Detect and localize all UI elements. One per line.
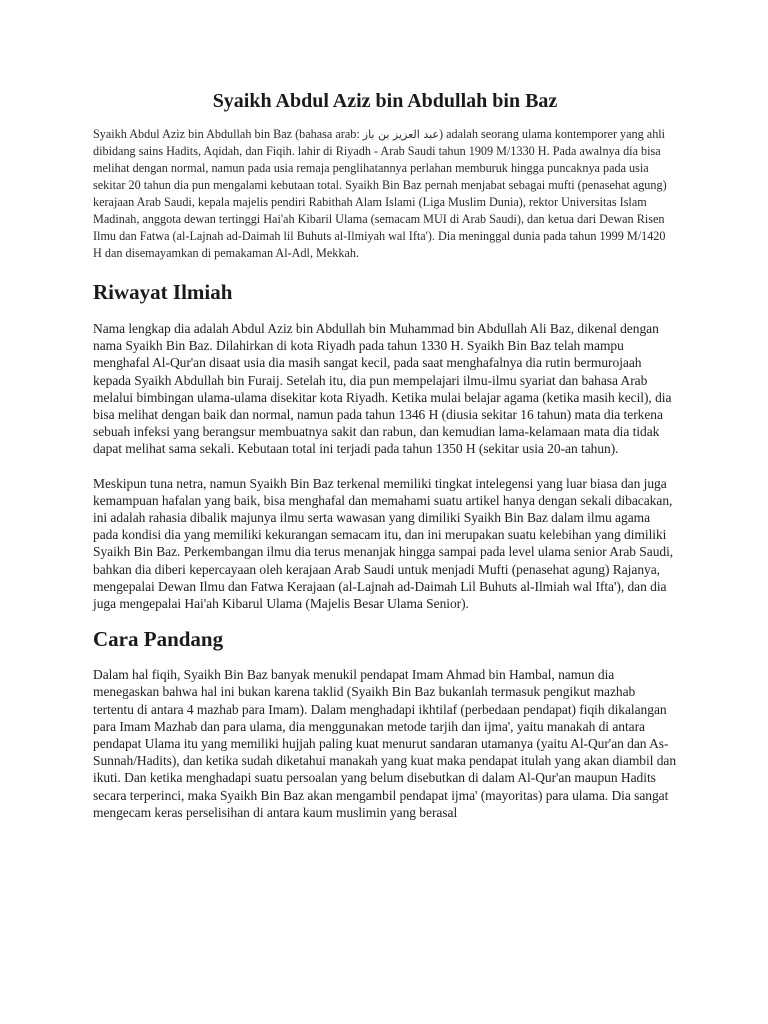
document-page: [93, 88, 677, 821]
section-heading-cara-pandang: Cara Pandang: [93, 627, 224, 652]
intro-text-before-arabic: Syaikh Abdul Aziz bin Abdullah bin Baz (bahasa arab:: [93, 127, 363, 141]
riwayat-paragraph-2: Meskipun tuna netra, namun Syaikh Bin Baz terkenal memiliki tingkat intelegensi yang luar biasa dan juga kemampuan hafalan yang baik, bisa menghafal dan memahami suatu artikel hanya dengan sekali dibacakan, ini adalah rahasia dibalik majunya ilmu serta wawasan yang dimiliki Syaikh Bin Baz dalam ilmu agama pada kondisi dia yang memiliki kekurangan semacam itu, dan ini merupakan suatu kelebihan yang dimiliki Syaikh Bin Baz. Perkembangan ilmu dia terus menanjak hingga sampai pada level ulama senior Arab Saudi, bahkan dia diberi kepercayaan oleh kerajaan Arab Saudi untuk menjadi Mufti (penasehat agung) Rajanya, mengepalai Dewan Ilmu dan Fatwa Kerajaan (al-Lajnah ad-Daimah Lil Buhuts al-Ilmiah wal Ifta'), dan dia juga mengepalai Hai'ah Kibarul Ulama (Majelis Besar Ulama Senior).: [93, 475, 674, 612]
arabic-name: عبد العزيز بن باز: [362, 128, 439, 141]
intro-text-after-arabic: ) adalah seorang ulama kontemporer yang ahli dibidang sains Hadits, Aqidah, dan Fiqih. lahir di Riyadh - Arab Saudi tahun 1909 M/1330 H. Pada awalnya dia bisa melihat dengan normal, namun pada usia remaja penglihatannya perlahan memburuk hingga puncaknya pada usia sekitar 20 tahun dia pun mengalami kebutaan total. Syaikh Bin Baz pernah menjabat sebagai mufti (penasehat agung) kerajaan Arab Saudi, kepala majelis pendiri Rabithah Alam Islami (Liga Muslim Dunia), rektor Universitas Islam Madinah, anggota dewan tertinggi Hai'ah Kibaril Ulama (semacam MUI di Arab Saudi), dan ketua dari Dewan Risen Ilmu dan Fatwa (al-Lajnah ad-Daimah lil Buhuts al-Ilmiyah wal Ifta'). Dia meninggal dunia pada tahun 1999 M/1420 H dan disemayamkan di pemakaman Al-Adl, Mekkah.: [93, 127, 667, 260]
riwayat-paragraph-1: Nama lengkap dia adalah Abdul Aziz bin Abdullah bin Muhammad bin Abdullah Ali Baz, dikenal dengan nama Syaikh Bin Baz. Dilahirkan di kota Riyadh pada tahun 1330 H. Syaikh Bin Baz telah mampu menghafal Al-Qur'an disaat usia dia masih sangat kecil, pada saat menghafalnya dia rutin bermurojaah kepada Syaikh Abdullah bin Furaij. Setelah itu, dia pun mempelajari ilmu-ilmu syariat dan bahasa Arab melalui bimbingan ulama-ulama disekitar kota Riyadh. Ketika mulai belajar agama (ketika masih kecil), dia bisa melihat dengan baik dan normal, namun pada tahun 1346 H (diusia sekitar 16 tahun) mata dia terkena sebuah infeksi yang berangsur membuatnya sakit dan rabun, dan kemudian lama-kelamaan mata dia tidak dapat melihat sama sekali. Kebutaan total ini terjadi pada tahun 1350 H (sekitar usia 20-an tahun).: [93, 321, 672, 457]
intro-paragraph: [93, 126, 677, 262]
section-heading-riwayat-ilmiah: Riwayat Ilmiah: [93, 280, 233, 304]
cara-pandang-paragraph-1: Dalam hal fiqih, Syaikh Bin Baz banyak menukil pendapat Imam Ahmad bin Hambal, namun dia menegaskan bahwa hal ini bukan karena taklid (Syaikh Bin Baz bukanlah termasuk pengikut mazhab tertentu di antara 4 mazhab para Imam). Dalam menghadapi ikhtilaf (perbedaan pendapat) fiqih dikalangan para Imam Mazhab dan para ulama, dia menggunakan metode tarjih dan ijma', yaitu manakah di antara pendapat Ulama itu yang memiliki hujjah paling kuat menurut sandaran utamanya (yaitu Al-Qur'an dan As-Sunnah/Hadits), dan ketika sudah diketahui manakah yang kuat maka pendapat itulah yang akan diambil dan ikuti. Dan ketika menghadapi suatu persoalan yang belum disebutkan di dalam Al-Qur'an maupun Hadits secara terperinci, maka Syaikh Bin Baz akan mengambil pendapat ijma' (mayoritas) para ulama. Dia sangat mengecam keras perselisihan di antara kaum muslimin yang berasal: [93, 667, 677, 820]
document-title: Syaikh Abdul Aziz bin Abdullah bin Baz: [212, 90, 558, 112]
